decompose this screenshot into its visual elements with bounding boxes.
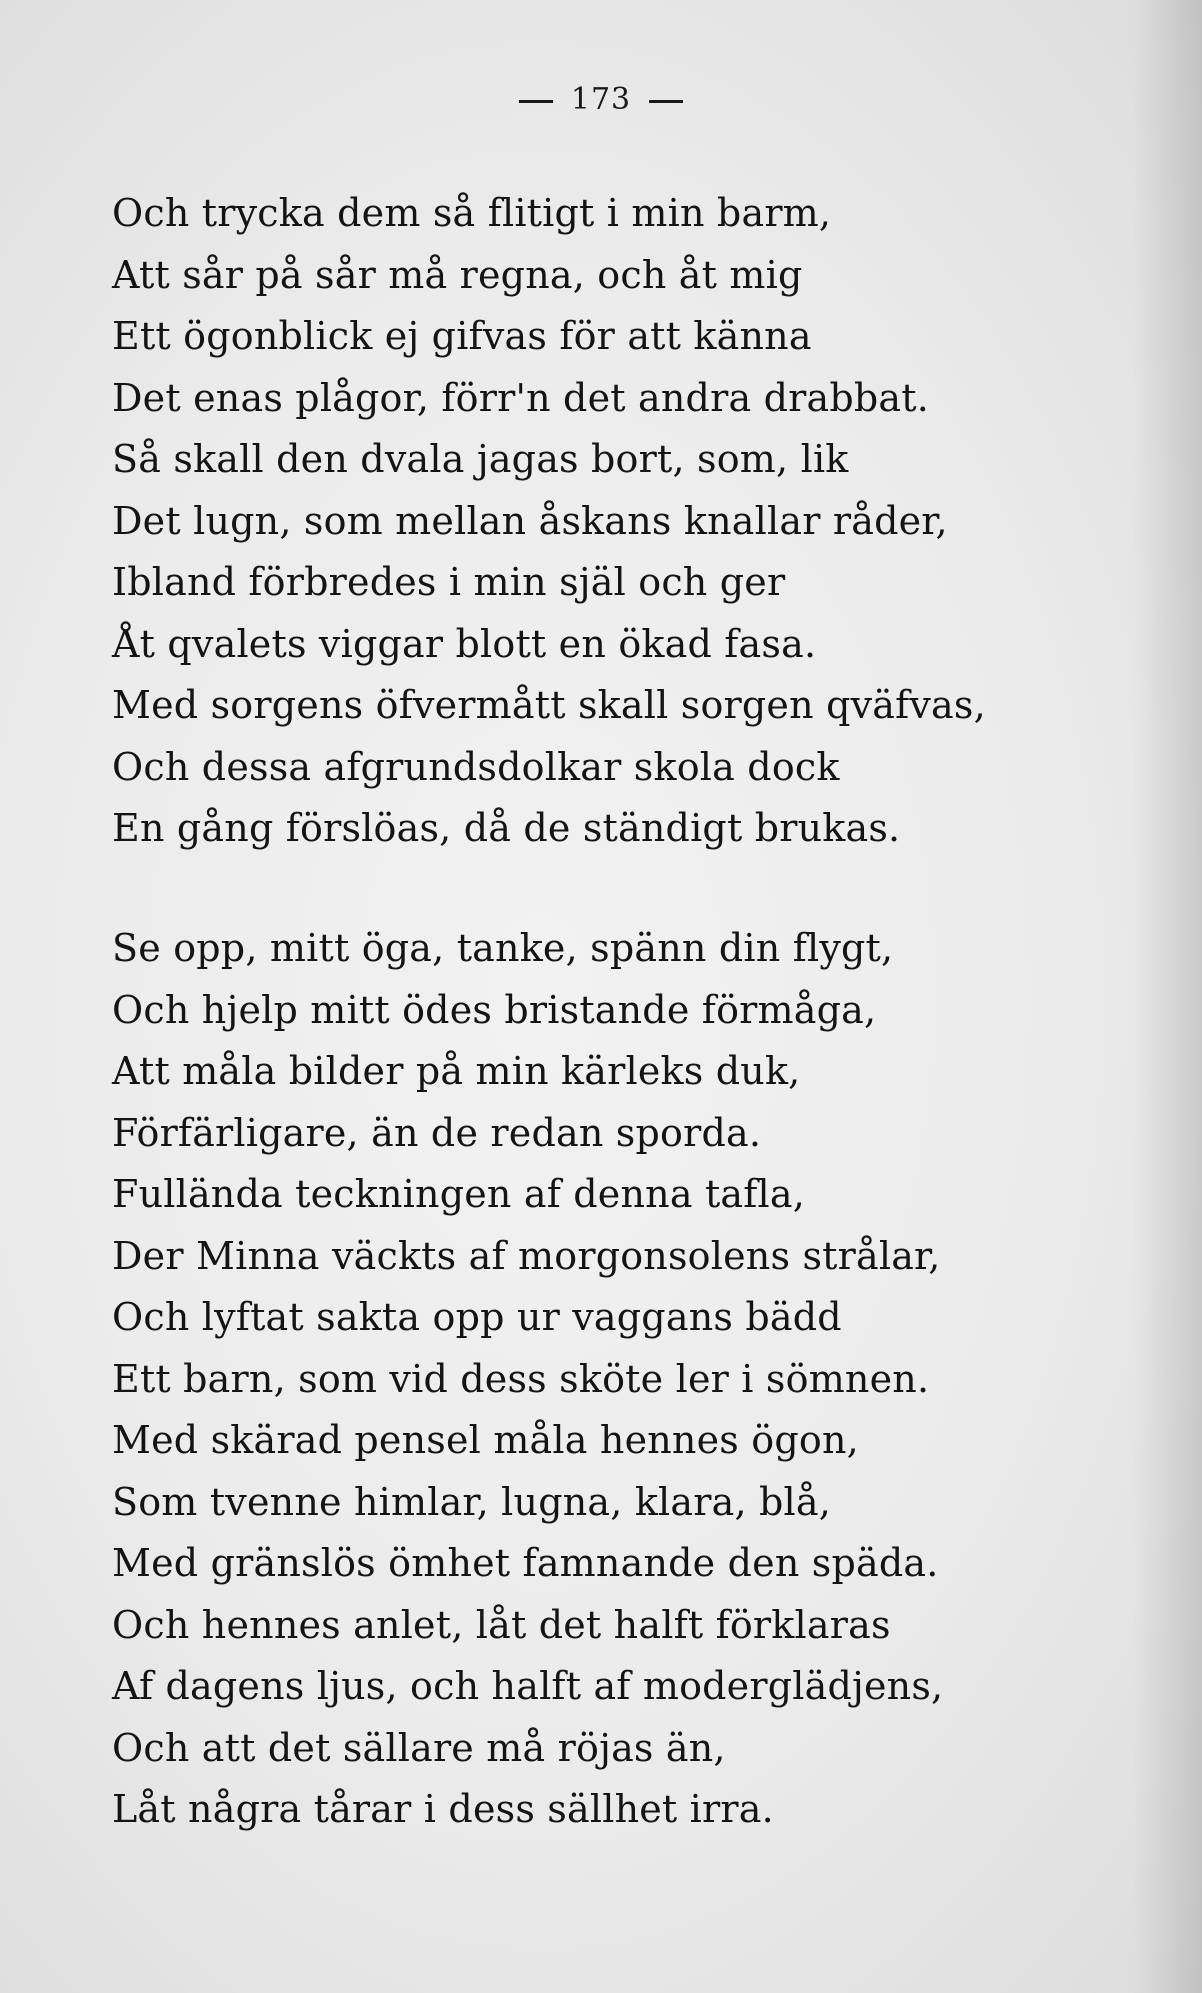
- dash-right: [649, 100, 683, 103]
- poem-line: Åt qvalets viggar blott en ökad fasa.: [112, 621, 817, 666]
- poem-line: Ett ögonblick ej gifvas för att känna: [112, 314, 812, 358]
- poem-line: Och att det sällare må röjas än,: [112, 1725, 726, 1770]
- poem-line: Och dessa afgrundsdolkar skola dock: [112, 744, 840, 789]
- poem-line: Så skall den dvala jagas bort, som, lik: [112, 437, 849, 481]
- poem-line: Med gränslös ömhet famnande den späda.: [112, 1541, 939, 1585]
- poem-line: Och trycka dem så flitigt i min barm,: [112, 191, 832, 235]
- poem-line: Att sår på sår må regna, och åt mig: [112, 252, 803, 297]
- stanza-1: [112, 183, 1112, 860]
- poem-line: Ibland förbredes i min själ och ger: [112, 560, 786, 604]
- poem-line: Och lyftat sakta opp ur vaggans bädd: [112, 1295, 842, 1339]
- poem-line: Låt några tårar i dess sällhet irra.: [112, 1787, 774, 1831]
- page-shadow: [1132, 0, 1202, 1993]
- poem-line: Se opp, mitt öga, tanke, spänn din flygt,: [112, 926, 894, 970]
- poem-line: Som tvenne himlar, lugna, klara, blå,: [112, 1479, 832, 1524]
- stanza-2: [112, 918, 1112, 1841]
- poem-line: Det enas plågor, förr'n det andra drabbat.: [112, 375, 929, 420]
- poem-line: Med sorgens öfvermått skall sorgen qväfvas,: [112, 683, 986, 727]
- poem-line: En gång förslöas, då de ständigt brukas.: [112, 806, 901, 850]
- poem-line: Med skärad pensel måla hennes ögon,: [112, 1418, 859, 1462]
- poem-line: Och hennes anlet, låt det halft förklaras: [112, 1602, 891, 1647]
- poem-line: Det lugn, som mellan åskans knallar råder,: [112, 498, 948, 543]
- dash-left: [519, 100, 553, 103]
- poem-line: Och hjelp mitt ödes bristande förmåga,: [112, 987, 877, 1032]
- page-number: 173: [570, 82, 632, 117]
- poem-line: Der Minna väckts af morgonsolens strålar,: [112, 1233, 941, 1278]
- page-header: [0, 82, 1202, 117]
- poem-line: Att måla bilder på min kärleks duk,: [112, 1049, 801, 1093]
- poem-line: Ett barn, som vid dess sköte ler i sömnen.: [112, 1356, 930, 1401]
- poem-line: Fullända teckningen af denna tafla,: [112, 1172, 806, 1216]
- poem-line: Förfärligare, än de redan sporda.: [112, 1110, 762, 1155]
- poem-line: Af dagens ljus, och halft af moderglädjens,: [112, 1664, 944, 1708]
